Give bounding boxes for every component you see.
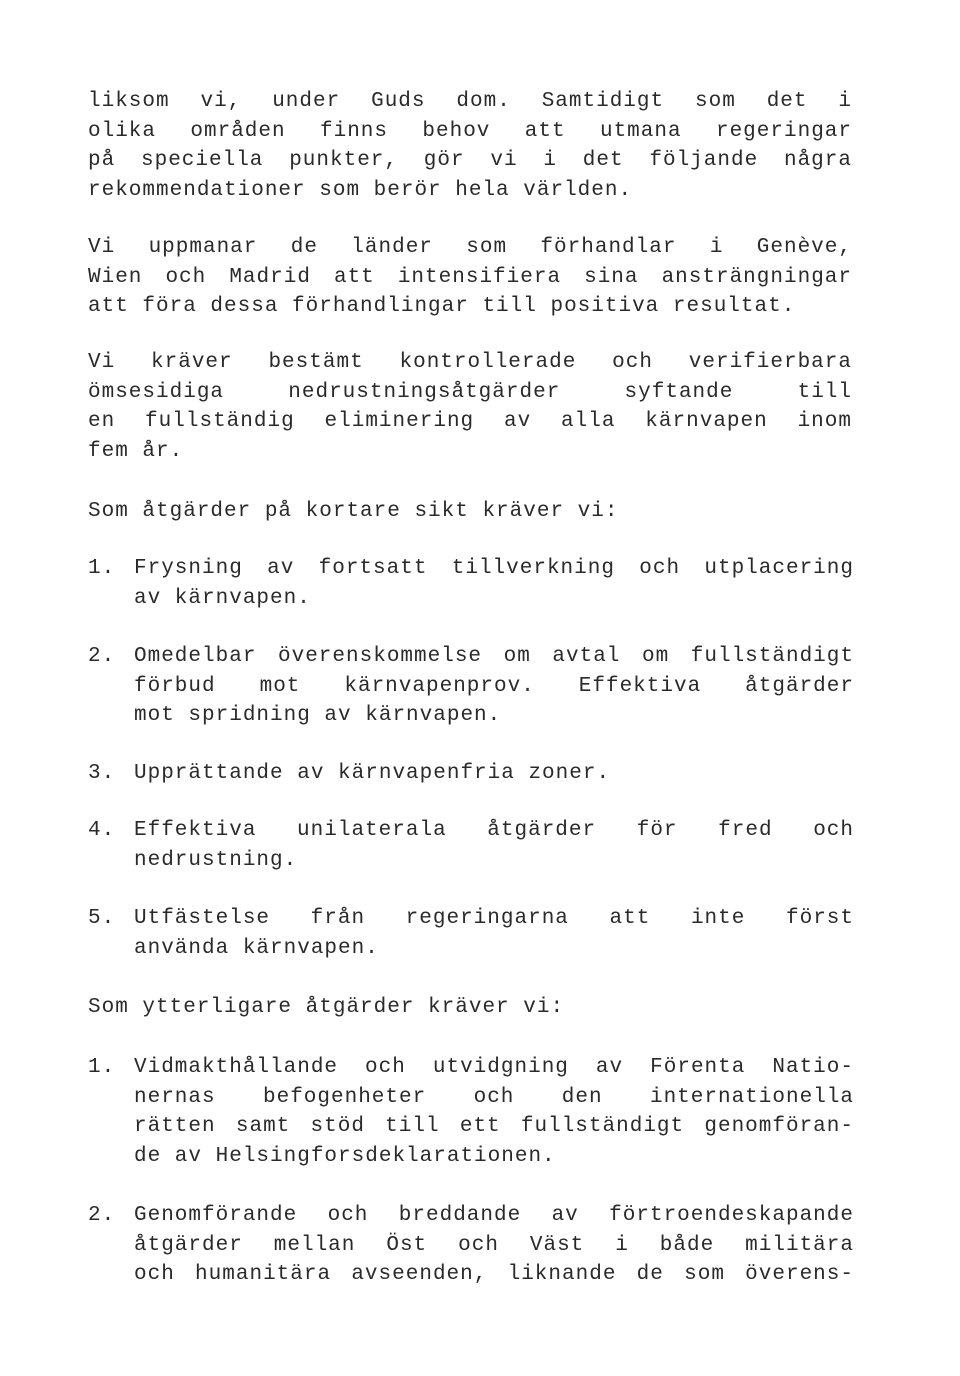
list-number: 4. — [88, 819, 116, 842]
list-item-text — [134, 1053, 854, 1171]
list-number: 5. — [88, 907, 116, 930]
list-item-text — [134, 642, 854, 731]
text-line: Som ytterligare åtgärder kräver vi: — [88, 996, 565, 1019]
list-item-text — [134, 904, 854, 963]
text-line: nedrustning. — [134, 848, 298, 872]
text-line: Wien och Madrid att intensifiera sina ansträngningar — [88, 265, 852, 289]
text-line: fem år. — [88, 439, 184, 463]
text-line: Som åtgärder på kortare sikt kräver vi: — [88, 500, 619, 523]
text-line: Vi uppmanar de länder som förhandlar i Genève, — [88, 236, 852, 259]
text-line: Utfästelse från regeringarna att inte först — [134, 907, 854, 930]
paragraph — [88, 233, 852, 322]
list-number: 1. — [88, 557, 116, 580]
list-number: 1. — [88, 1056, 116, 1079]
text-line: rekommendationer som berör hela världen. — [88, 178, 633, 202]
text-line: Effektiva unilaterala åtgärder för fred och — [134, 819, 854, 842]
text-line: använda kärnvapen. — [134, 936, 379, 960]
text-line: nernas befogenheter och den internationella — [134, 1085, 854, 1109]
list-item-text — [134, 816, 854, 875]
text-line: Vidmakthållande och utvidgning av Förenta Natio- — [134, 1056, 854, 1079]
paragraph — [88, 348, 852, 466]
text-line: rätten samt stöd till ett fullständigt genomföran- — [134, 1115, 854, 1139]
paragraph — [88, 993, 852, 1023]
list-number: 2. — [88, 645, 116, 668]
text-line: olika områden finns behov att utmana regeringar — [88, 119, 852, 143]
list-number: 2. — [88, 1204, 116, 1227]
text-line: av kärnvapen. — [134, 586, 311, 610]
text-line: Omedelbar överenskommelse om avtal om fullständigt — [134, 645, 854, 668]
text-line: Upprättande av kärnvapenfria zoner. — [134, 762, 611, 785]
list-item-text — [134, 1201, 854, 1290]
text-line: Frysning av fortsatt tillverkning och utplacering — [134, 557, 854, 580]
text-line: och humanitära avseenden, liknande de som överens- — [134, 1263, 854, 1287]
text-line: Genomförande och breddande av förtroendeskapande — [134, 1204, 854, 1227]
text-line: på speciella punkter, gör vi i det följande några — [88, 149, 852, 173]
text-line: att föra dessa förhandlingar till positiva resultat. — [88, 295, 796, 319]
list-item-text — [134, 759, 854, 789]
text-line: ömsesidiga nedrustningsåtgärder syftande till — [88, 380, 852, 404]
text-line: förbud mot kärnvapenprov. Effektiva åtgärder — [134, 674, 854, 698]
text-line: Vi kräver bestämt kontrollerade och verifierbara — [88, 351, 852, 374]
text-line: de av Helsingforsdeklarationen. — [134, 1144, 556, 1168]
text-line: åtgärder mellan Öst och Väst i både militära — [134, 1233, 854, 1257]
list-number: 3. — [88, 762, 116, 785]
text-line: liksom vi, under Guds dom. Samtidigt som det i — [88, 90, 852, 113]
list-item-text — [134, 554, 854, 613]
text-line: mot spridning av kärnvapen. — [134, 704, 502, 728]
paragraph — [88, 497, 852, 527]
text-line: en fullständig eliminering av alla kärnvapen inom — [88, 410, 852, 434]
paragraph — [88, 87, 852, 205]
